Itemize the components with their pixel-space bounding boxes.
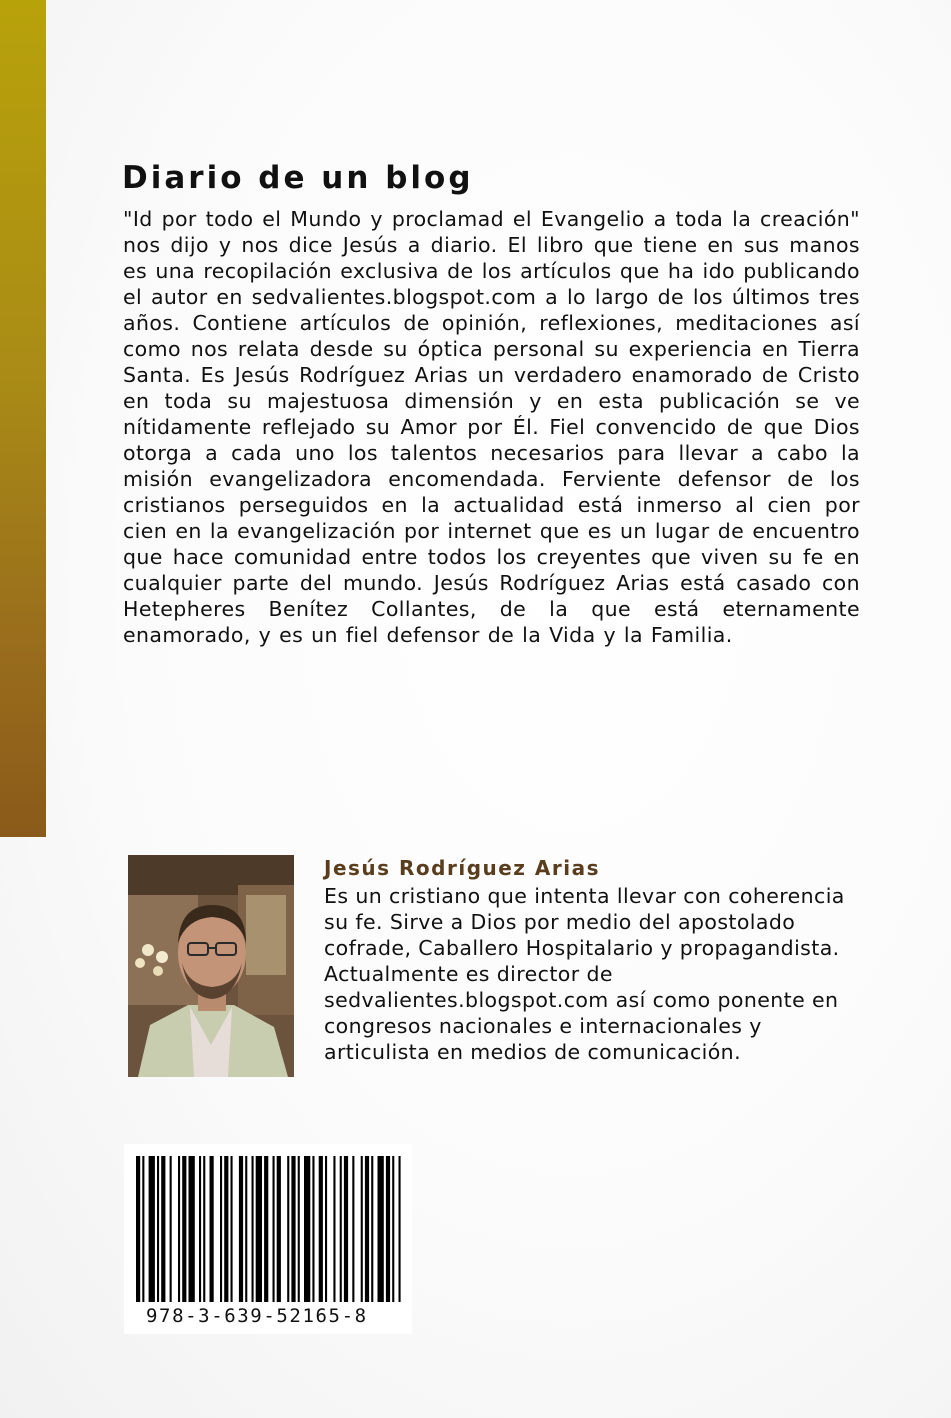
barcode-bar-37 xyxy=(386,1156,390,1302)
barcode-bar-18 xyxy=(256,1156,262,1302)
barcode-bar-16 xyxy=(245,1156,247,1302)
barcode-icon xyxy=(136,1156,404,1302)
barcode-bar-17 xyxy=(252,1156,254,1302)
barcode-bar-31 xyxy=(344,1156,348,1302)
barcode-bar-23 xyxy=(291,1156,295,1302)
barcode-bar-3 xyxy=(157,1156,159,1302)
barcode-bar-9 xyxy=(199,1156,201,1302)
barcode-bar-12 xyxy=(220,1156,222,1302)
barcode-bar-19 xyxy=(264,1156,268,1302)
barcode-bar-4 xyxy=(161,1156,165,1302)
barcode-bar-38 xyxy=(392,1156,394,1302)
book-description: "Id por todo el Mundo y proclamad el Evangelio a toda la creación" nos dijo y nos dice Jesús a diario. El libro que tiene en sus manos es una recopilación exclusiva de los artículos que ha ido publicando el autor en sedvalientes.blogspot.com a lo largo de los últimos tres años. Contiene artículos de opinión, reflexiones, meditaciones así como nos relata desde su óptica personal su experiencia en Tierra Santa. Es Jesús Rodríguez Arias un verdadero enamorado de Cristo en toda su majestuosa dimensión y en esta publicación se ve nítidamente reflejado su Amor por Él. Fiel convencido de que Dios otorga a cada uno los talentos necesarios para llevar a cabo la misión evangelizadora encomendada. Ferviente defensor de los cristianos perseguidos en la actualidad está inmerso al cien por cien en la evangelización por internet que es un lugar de encuentro que hace comunidad entre todos los creyentes que viven su fe en cualquier parte del mundo. Jesús Rodríguez Arias está casado con Hetepheres Benítez Collantes, de la que está eternamente enamorado, y es un fiel defensor de la Vida y la Familia. xyxy=(123,207,860,647)
barcode-bar-26 xyxy=(312,1156,314,1302)
barcode-bar-6 xyxy=(178,1156,180,1302)
barcode-bar-35 xyxy=(371,1156,373,1302)
barcode-bar-32 xyxy=(352,1156,354,1302)
author-name: Jesús Rodríguez Arias xyxy=(324,856,601,880)
barcode-bar-21 xyxy=(277,1156,281,1302)
barcode-bar-24 xyxy=(298,1156,300,1302)
barcode-bar-20 xyxy=(273,1156,275,1302)
isbn-number: 978-3-639-52165-8 xyxy=(146,1305,368,1327)
barcode-bar-5 xyxy=(170,1156,172,1302)
barcode-bar-2 xyxy=(149,1156,155,1302)
book-title: Diario de un blog xyxy=(122,160,474,196)
author-photo xyxy=(128,855,294,1077)
barcode-bar-1 xyxy=(142,1156,144,1302)
barcode-bar-30 xyxy=(340,1156,342,1302)
author-bio: Es un cristiano que intenta llevar con coherencia su fe. Sirve a Dios por medio del apostolado cofrade, Caballero Hospitalario y propagandista. Actualmente es director de sedvalientes.blogspot.com así como ponente en congresos nacionales e internacionales y articulista en medios de comunicación. xyxy=(324,884,845,1064)
barcode-bar-13 xyxy=(224,1156,228,1302)
barcode-bar-7 xyxy=(182,1156,186,1302)
barcode-bar-22 xyxy=(287,1156,289,1302)
barcode-bar-25 xyxy=(304,1156,310,1302)
barcode-bar-34 xyxy=(365,1156,369,1302)
barcode-bar-10 xyxy=(203,1156,205,1302)
barcode-bar-14 xyxy=(231,1156,233,1302)
barcode-bar-39 xyxy=(399,1156,401,1302)
barcode-bar-28 xyxy=(325,1156,327,1302)
gold-side-bar xyxy=(0,0,46,837)
barcode-bar-33 xyxy=(361,1156,363,1302)
barcode-panel xyxy=(124,1144,412,1334)
barcode-bar-8 xyxy=(189,1156,195,1302)
barcode-bar-36 xyxy=(378,1156,384,1302)
barcode-bar-29 xyxy=(333,1156,335,1302)
barcode-bar-27 xyxy=(319,1156,323,1302)
barcode-bar-15 xyxy=(239,1156,243,1302)
barcode-bar-0 xyxy=(136,1156,140,1302)
barcode-bar-11 xyxy=(210,1156,214,1302)
